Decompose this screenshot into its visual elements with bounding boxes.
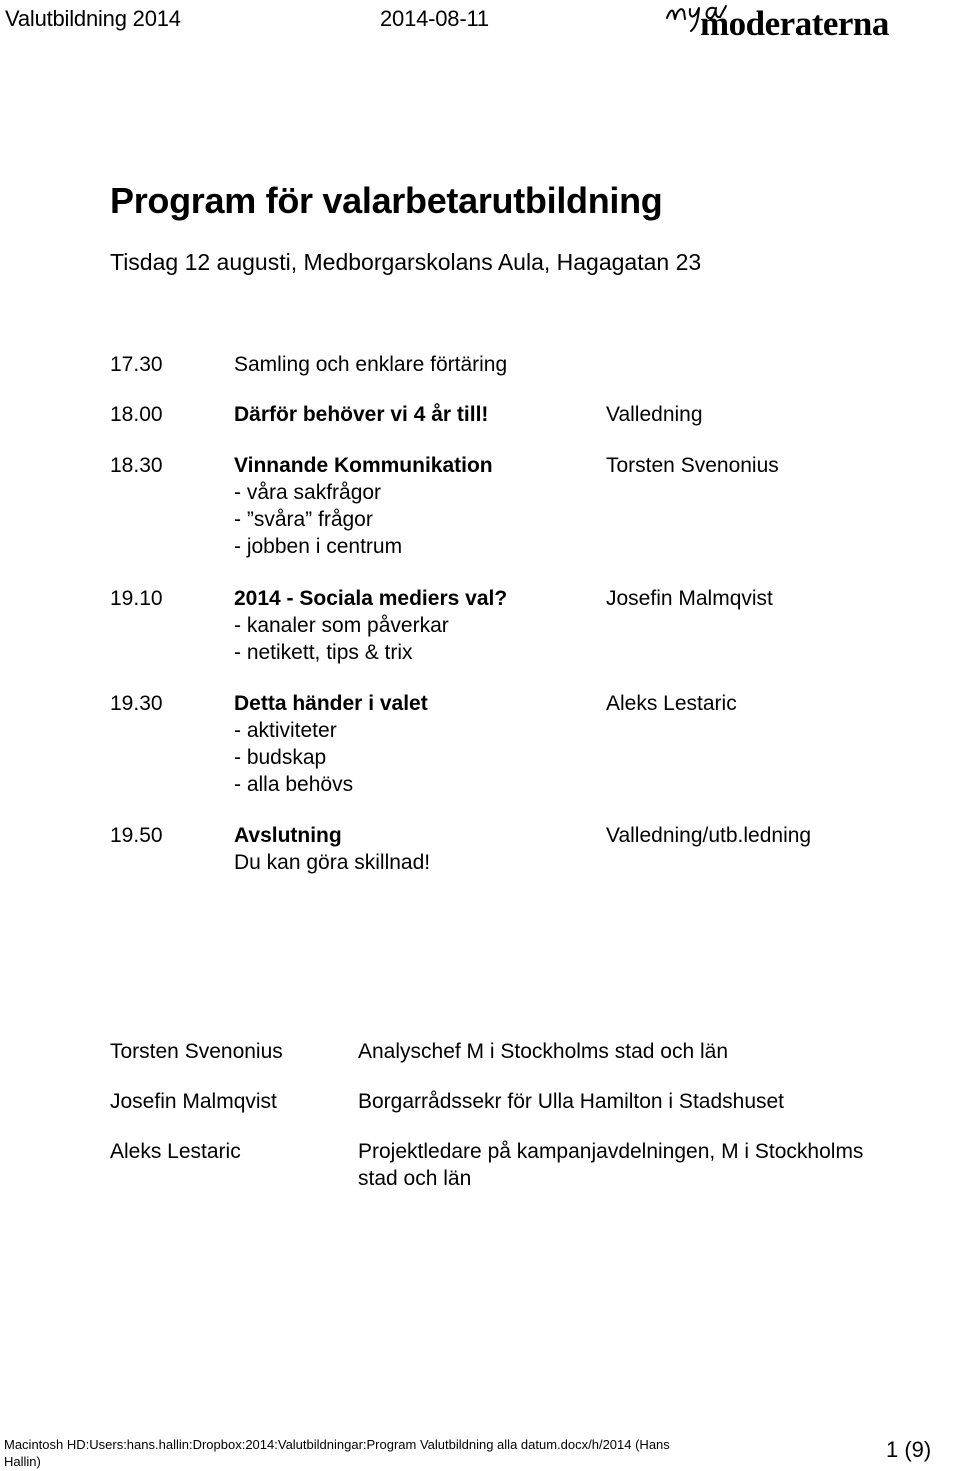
schedule-topic-bullet: - aktiviteter (234, 719, 337, 742)
presenter-role-line: Borgarrådssekr för Ulla Hamilton i Stadshuset (358, 1090, 785, 1113)
presenter-role-line: stad och län (358, 1167, 472, 1190)
schedule-time: 19.10 (110, 587, 163, 610)
schedule-topic-bullet: - ”svåra” frågor (234, 508, 373, 531)
schedule-topic-bullet: - alla behövs (234, 773, 354, 796)
schedule-topic-bullet: - kanaler som påverkar (234, 614, 449, 637)
footer-file-path-line: Macintosh HD:Users:hans.hallin:Dropbox:2014:Valutbildningar:Program Valutbildning alla datum.docx/h/2014 (Hans (4, 1437, 670, 1452)
schedule-speaker: Valledning (606, 403, 703, 426)
page-number: 1 (9) (886, 1437, 932, 1462)
schedule-topic (234, 690, 428, 798)
moderaterna-logo (664, 0, 960, 50)
schedule-topic (234, 401, 488, 428)
logo-wordmark: moderaterna (700, 4, 889, 43)
presenter-role-line: Projektledare på kampanjavdelningen, M i Stockholms (358, 1140, 864, 1163)
presenter-role (358, 1138, 863, 1192)
document-header-date: 2014-08-11 (380, 6, 489, 31)
presenter-name: Aleks Lestaric (110, 1140, 241, 1163)
schedule-speaker: Aleks Lestaric (606, 692, 737, 715)
schedule-speaker: Josefin Malmqvist (606, 587, 773, 610)
program-subtitle: Tisdag 12 augusti, Medborgarskolans Aula, Hagagatan 23 (110, 249, 702, 275)
schedule-topic-title: Detta händer i valet (234, 692, 428, 715)
presenter-name: Torsten Svenonius (110, 1040, 283, 1063)
schedule-topic-title: Vinnande Kommunikation (234, 454, 493, 477)
document-header-title: Valutbildning 2014 (5, 6, 181, 31)
schedule-time: 18.30 (110, 454, 163, 477)
presenter-role (358, 1038, 728, 1065)
schedule-topic-title: Samling och enklare förtäring (234, 353, 508, 376)
schedule-topic-bullet: - våra sakfrågor (234, 481, 382, 504)
footer-file-path (4, 1436, 670, 1470)
presenter-name: Josefin Malmqvist (110, 1090, 277, 1113)
presenter-role (358, 1088, 784, 1115)
schedule-speaker: Torsten Svenonius (606, 454, 779, 477)
schedule-topic-title: Avslutning (234, 824, 342, 847)
schedule-topic (234, 822, 430, 876)
schedule-topic (234, 351, 507, 378)
schedule-time: 17.30 (110, 353, 163, 376)
schedule-topic-title: 2014 - Sociala mediers val? (234, 587, 508, 610)
schedule-time: 19.30 (110, 692, 163, 715)
presenter-role-line: Analyschef M i Stockholms stad och län (358, 1040, 729, 1063)
schedule-topic-title: Därför behöver vi 4 år till! (234, 403, 489, 426)
schedule-topic (234, 452, 493, 560)
program-title: Program för valarbetarutbildning (110, 180, 663, 221)
footer-file-path-line: Hallin) (4, 1454, 41, 1469)
schedule-topic-bullet: Du kan göra skillnad! (234, 851, 431, 874)
schedule-speaker: Valledning/utb.ledning (606, 824, 812, 847)
schedule-topic (234, 585, 507, 666)
schedule-topic-bullet: - budskap (234, 746, 327, 769)
schedule-topic-bullet: - netikett, tips & trix (234, 641, 413, 664)
schedule-time: 18.00 (110, 403, 163, 426)
schedule-topic-bullet: - jobben i centrum (234, 535, 403, 558)
schedule-time: 19.50 (110, 824, 163, 847)
